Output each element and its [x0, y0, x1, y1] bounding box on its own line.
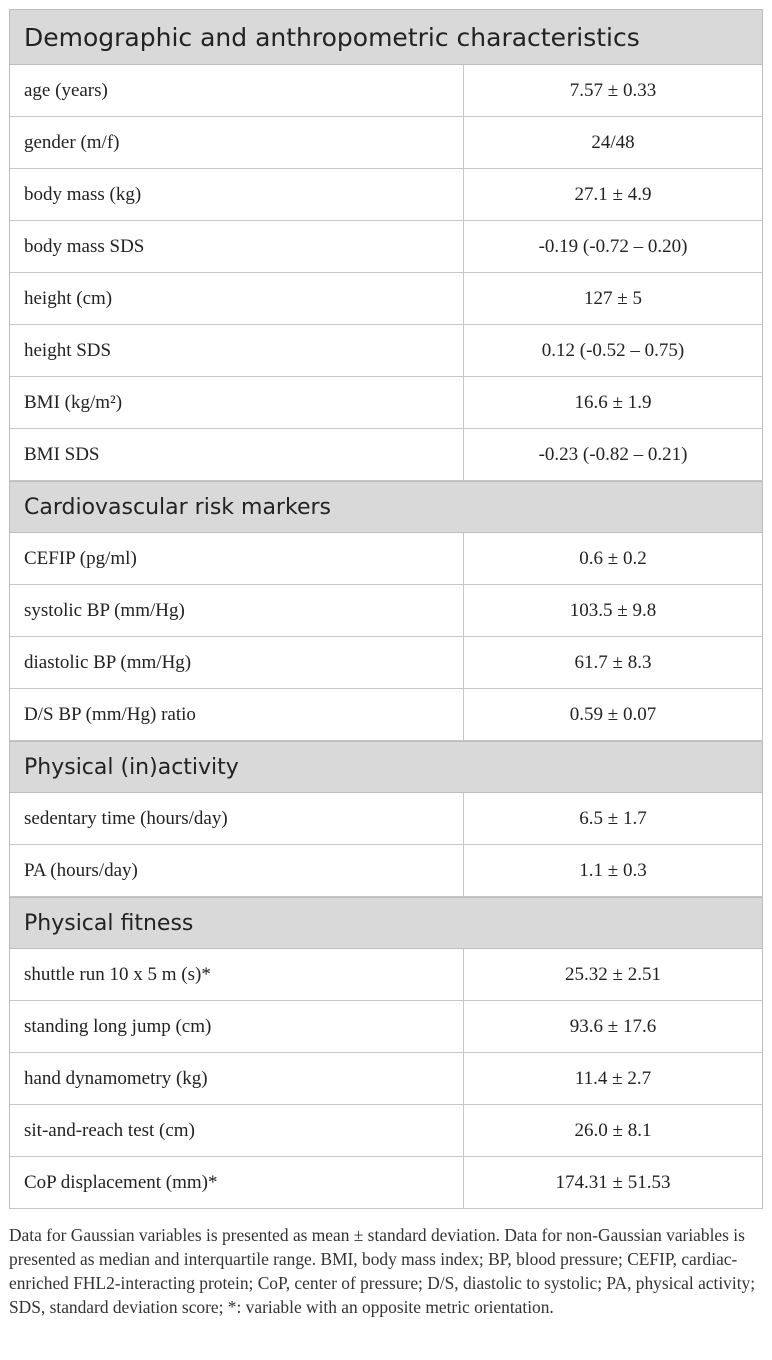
row-label: D/S BP (mm/Hg) ratio: [10, 689, 464, 740]
row-value: 0.12 (-0.52 – 0.75): [541, 339, 685, 361]
row-value: 7.57 ± 0.33: [569, 79, 657, 101]
row-value: 27.1 ± 4.9: [574, 183, 652, 205]
section-header: Physical fitness: [9, 897, 763, 949]
row-value: 6.5 ± 1.7: [579, 807, 647, 829]
row-label: sit-and-reach test (cm): [10, 1105, 464, 1156]
row-label: height SDS: [10, 325, 464, 376]
row-value: 24/48: [591, 131, 635, 153]
table-row: [9, 1001, 763, 1053]
row-label: height (cm): [10, 273, 464, 324]
row-value: 11.4 ± 2.7: [574, 1067, 652, 1089]
row-label: hand dynamometry (kg): [10, 1053, 464, 1104]
row-value: 93.6 ± 17.6: [569, 1015, 657, 1037]
row-label: body mass SDS: [10, 221, 464, 272]
table-row: [9, 1105, 763, 1157]
table-row: [9, 845, 763, 897]
table-row: [9, 949, 763, 1001]
table-row: [9, 533, 763, 585]
table-row: [9, 1157, 763, 1209]
row-label: body mass (kg): [10, 169, 464, 220]
row-value: -0.23 (-0.82 – 0.21): [538, 443, 688, 465]
row-label: age (years): [10, 65, 464, 116]
table-row: [9, 1053, 763, 1105]
row-value: 61.7 ± 8.3: [574, 651, 652, 673]
row-label: diastolic BP (mm/Hg): [10, 637, 464, 688]
table-row: [9, 637, 763, 689]
row-value: 127 ± 5: [584, 287, 642, 309]
table-row: [9, 221, 763, 273]
table-row: [9, 117, 763, 169]
row-value: 0.6 ± 0.2: [579, 547, 647, 569]
row-value: 174.31 ± 51.53: [555, 1171, 671, 1193]
table-row: [9, 65, 763, 117]
row-label: CEFIP (pg/ml): [10, 533, 464, 584]
table-row: [9, 377, 763, 429]
row-value: -0.19 (-0.72 – 0.20): [538, 235, 688, 257]
row-label: sedentary time (hours/day): [10, 793, 464, 844]
row-label: BMI SDS: [10, 429, 464, 480]
row-label: CoP displacement (mm)*: [10, 1157, 464, 1208]
table-row: [9, 793, 763, 845]
characteristics-table: [9, 9, 763, 1209]
row-label: gender (m/f): [10, 117, 464, 168]
table-footnote: Data for Gaussian variables is presented as mean ± standard deviation. Data for non-Gaussian variables is presented as median and interquartile range. BMI, body mass index; BP, blood pressure; CEFIP, cardiac-enriched FHL2-interacting protein; CoP, center of pressure; D/S, diastolic to systolic; PA, physical activity; SDS, standard deviation score; *: variable with an opposite metric orientation.: [9, 1225, 756, 1317]
row-value: 1.1 ± 0.3: [579, 859, 647, 881]
section-header: Demographic and anthropometric characteristics: [9, 9, 763, 65]
row-value: 16.6 ± 1.9: [574, 391, 652, 413]
row-value: 103.5 ± 9.8: [569, 599, 657, 621]
row-value: 26.0 ± 8.1: [574, 1119, 652, 1141]
row-label: PA (hours/day): [10, 845, 464, 896]
table-row: [9, 689, 763, 741]
table-row: [9, 429, 763, 481]
table-row: [9, 585, 763, 637]
section-header: Cardiovascular risk markers: [9, 481, 763, 533]
table-row: [9, 273, 763, 325]
row-label: shuttle run 10 x 5 m (s)*: [10, 949, 464, 1000]
row-value: 25.32 ± 2.51: [565, 963, 661, 985]
row-label: BMI (kg/m²): [10, 377, 464, 428]
table-row: [9, 169, 763, 221]
row-label: standing long jump (cm): [10, 1001, 464, 1052]
row-value: 0.59 ± 0.07: [569, 703, 657, 725]
row-label: systolic BP (mm/Hg): [10, 585, 464, 636]
table-row: [9, 325, 763, 377]
section-header: Physical (in)activity: [9, 741, 763, 793]
